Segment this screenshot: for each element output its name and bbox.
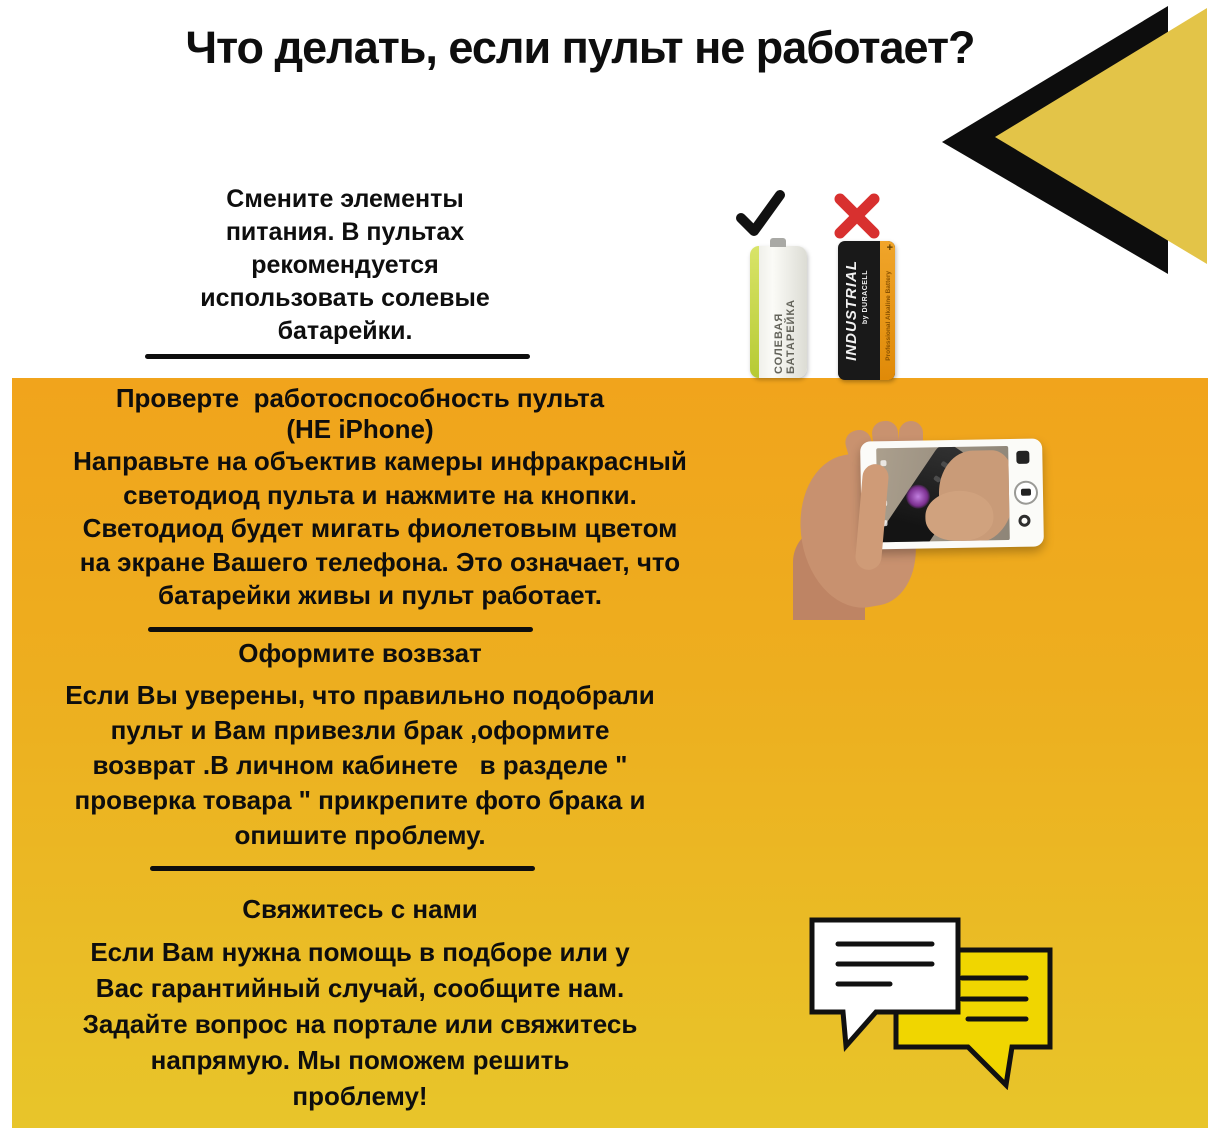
cross-icon — [832, 192, 882, 240]
check-remote-heading: Проверте работоспособность пульта — [115, 383, 605, 413]
camera-shutter-icon — [1014, 481, 1038, 505]
divider — [150, 866, 535, 871]
alkaline-sub-label: by DURACELL — [862, 270, 869, 325]
refund-line: проверка товара " прикрепите фото брака и — [74, 785, 646, 815]
refund-line: возврат .В личном кабинете в разделе " — [92, 750, 628, 780]
check-remote-line: Светодиод будет мигать фиолетовым цветом — [82, 513, 678, 543]
refund-body — [40, 678, 680, 853]
check-remote-line: на экране Вашего телефона. Это означает, что — [79, 546, 681, 577]
check-remote-body — [60, 445, 700, 613]
contact-line: проблему! — [292, 1081, 428, 1111]
contact-line: Вас гарантийный случай, сообщите нам. — [95, 973, 625, 1003]
phone-camera-image — [785, 408, 1085, 620]
refund-line: опишите проблему. — [234, 820, 486, 850]
salt-battery-label: СОЛЕВАЯ БАТАРЕЙКА — [773, 298, 797, 374]
chat-bubbles-icon — [800, 912, 1062, 1090]
phone-body — [860, 438, 1044, 549]
alkaline-stripe-label: Professional Alkaline Battery — [885, 270, 892, 361]
thumb-on-screen — [925, 490, 994, 541]
alkaline-battery-image — [838, 241, 895, 380]
batteries-text-line: рекомендуется — [251, 251, 439, 279]
refund-line: пульт и Вам привезли брак ,оформите — [110, 715, 610, 745]
batteries-text-line: использовать солевые — [200, 284, 490, 312]
contact-line: напрямую. Мы поможем решить — [150, 1045, 570, 1075]
divider — [145, 354, 530, 359]
batteries-text-line: Смените элементы — [226, 185, 464, 213]
camera-mode-icon — [1016, 451, 1029, 464]
check-remote-subheading: (НЕ iPhone) — [286, 414, 434, 444]
check-remote-line: батарейки живы и пульт работает. — [158, 580, 602, 610]
contact-line: Задайте вопрос на портале или свяжитесь — [82, 1009, 638, 1039]
phone-screen — [876, 446, 1010, 542]
battery-cap — [770, 238, 786, 247]
battery-plus-sign: + — [886, 242, 893, 254]
battery-green-stripe — [750, 246, 759, 378]
refund-heading: Оформите возвзат — [238, 638, 482, 668]
check-remote-line: Направьте на объектив камеры инфракрасный — [73, 446, 687, 476]
page-title: Что делать, если пульт не работает? — [185, 22, 975, 73]
camera-gallery-icon — [1018, 515, 1030, 527]
contact-body — [40, 934, 680, 1114]
salt-battery-image — [750, 246, 807, 378]
batteries-text-line: батарейки. — [277, 317, 413, 345]
contact-line: Если Вам нужна помощь в подборе или у — [90, 937, 630, 967]
contact-heading: Свяжитесь с нами — [242, 894, 478, 924]
check-remote-line: светодиод пульта и нажмите на кнопки. — [123, 479, 637, 510]
divider — [148, 627, 533, 632]
refund-line: Если Вы уверены, что правильно подобрали — [65, 680, 655, 710]
section-batteries-text — [160, 183, 530, 348]
batteries-text-line: питания. В пультах — [225, 218, 465, 246]
alkaline-brand-label: INDUSTRIAL — [843, 260, 860, 361]
check-icon — [733, 188, 788, 240]
